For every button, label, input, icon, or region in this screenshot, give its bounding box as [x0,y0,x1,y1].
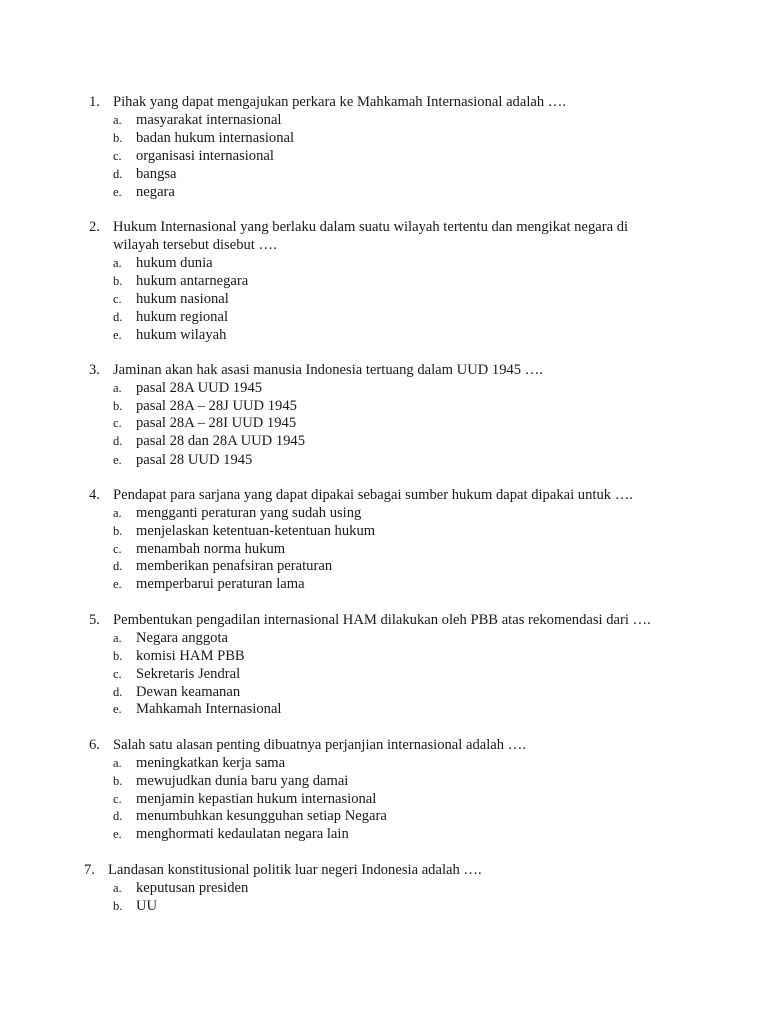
option-letter: b. [113,649,123,663]
question-number: 4. [89,487,100,503]
option-letter: b. [113,131,123,145]
option-letter: d. [113,685,123,699]
question-text-line-2: wilayah tersebut disebut …. [113,237,277,253]
option-letter: c. [113,416,122,430]
option-text: hukum dunia [136,255,213,271]
option-letter: a. [113,506,122,520]
question-number: 3. [89,362,100,378]
option-letter: b. [113,399,123,413]
option-text: menambah norma hukum [136,541,286,557]
question-text: Landasan konstitusional politik luar negeri Indonesia adalah …. [108,862,482,878]
option-text: hukum antarnegara [136,273,249,289]
option-letter: d. [113,434,123,448]
option-letter: d. [113,310,123,324]
option-text: menumbuhkan kesungguhan setiap Negara [136,808,387,824]
option-text: pasal 28A – 28J UUD 1945 [136,398,297,414]
option-text: pasal 28 dan 28A UUD 1945 [136,433,306,449]
option-letter: b. [113,899,123,913]
option-text: Dewan keamanan [136,684,241,700]
option-text: memberikan penafsiran peraturan [136,558,333,574]
option-letter: a. [113,113,122,127]
option-text: memperbarui peraturan lama [136,576,305,592]
option-letter: b. [113,774,123,788]
option-text: pasal 28 UUD 1945 [136,452,253,468]
option-letter: c. [113,292,122,306]
option-text: menjelaskan ketentuan-ketentuan hukum [136,523,376,539]
option-text: UU [136,898,158,914]
question-number: 7. [84,862,95,878]
option-letter: e. [113,702,122,716]
option-text: mewujudkan dunia baru yang damai [136,773,349,789]
option-text: menjamin kepastian hukum internasional [136,791,377,807]
option-text: hukum nasional [136,291,229,307]
option-text: Sekretaris Jendral [136,666,241,682]
question-text: Pendapat para sarjana yang dapat dipakai sebagai sumber hukum dapat dipakai untuk …. [113,487,633,503]
option-text: Negara anggota [136,630,228,646]
option-letter: e. [113,827,122,841]
question-text: Pihak yang dapat mengajukan perkara ke Mahkamah Internasional adalah …. [113,94,567,110]
option-text: pasal 28A – 28I UUD 1945 [136,415,297,431]
question-text-line-1: Hukum Internasional yang berlaku dalam suatu wilayah tertentu dan mengikat negara di [113,219,629,235]
option-letter: a. [113,631,122,645]
option-letter: a. [113,756,122,770]
option-text: bangsa [136,166,177,182]
question-number: 2. [89,219,100,235]
option-letter: c. [113,149,122,163]
option-letter: a. [113,256,122,270]
option-text: negara [136,184,175,200]
option-text: badan hukum internasional [136,130,295,146]
question-text: Salah satu alasan penting dibuatnya perjanjian internasional adalah …. [113,737,526,753]
option-letter: b. [113,274,123,288]
option-text: hukum regional [136,309,229,325]
option-letter: d. [113,809,123,823]
option-letter: e. [113,185,122,199]
option-letter: c. [113,667,122,681]
option-letter: e. [113,328,122,342]
option-letter: d. [113,167,123,181]
option-text: pasal 28A UUD 1945 [136,380,263,396]
option-text: masyarakat internasional [136,112,282,128]
option-letter: d. [113,559,123,573]
question-number: 1. [89,94,100,110]
option-text: Mahkamah Internasional [136,701,282,717]
option-letter: a. [113,881,122,895]
option-text: mengganti peraturan yang sudah using [136,505,362,521]
option-text: komisi HAM PBB [136,648,245,664]
question-number: 5. [89,612,100,628]
option-letter: c. [113,542,122,556]
option-letter: a. [113,381,122,395]
question-number: 6. [89,737,100,753]
option-text: keputusan presiden [136,880,249,896]
option-letter: e. [113,577,122,591]
question-text: Jaminan akan hak asasi manusia Indonesia tertuang dalam UUD 1945 …. [113,362,543,378]
question-text: Pembentukan pengadilan internasional HAM dilakukan oleh PBB atas rekomendasi dari …. [113,612,651,628]
option-letter: c. [113,792,122,806]
option-text: menghormati kedaulatan negara lain [136,826,349,842]
option-letter: e. [113,453,122,467]
option-text: meningkatkan kerja sama [136,755,286,771]
option-text: organisasi internasional [136,148,274,164]
option-letter: b. [113,524,123,538]
option-text: hukum wilayah [136,327,227,343]
